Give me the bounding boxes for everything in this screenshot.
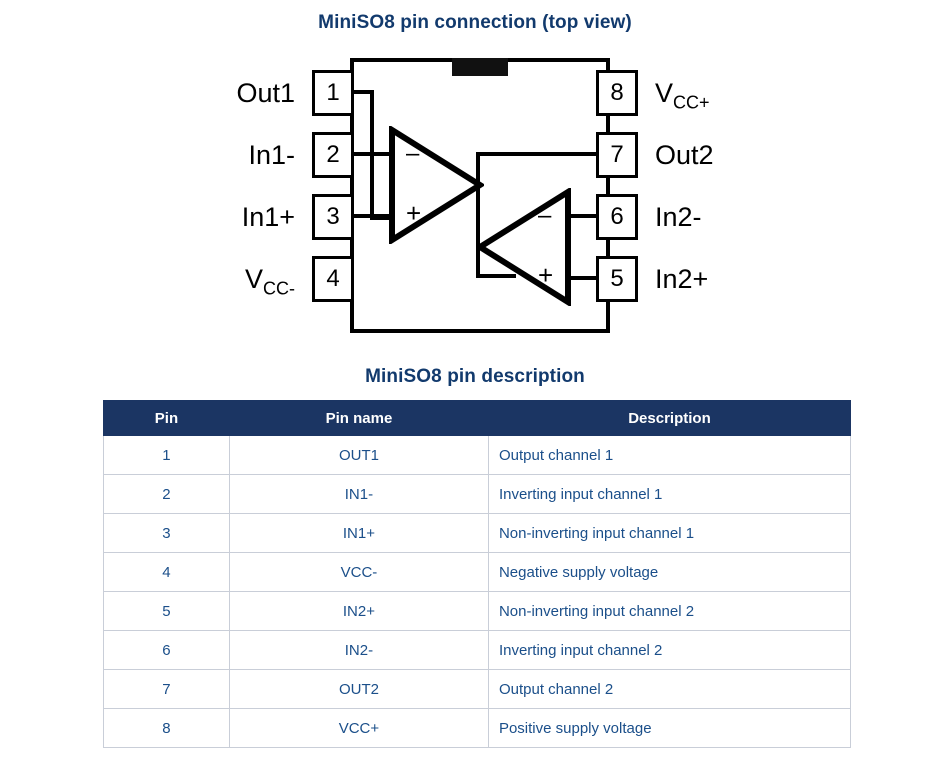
table-row: [104, 670, 851, 709]
pin-box-5: 5: [596, 256, 638, 302]
table-row: [104, 631, 851, 670]
package-polarity-notch: [452, 58, 508, 76]
pin-label-4-main: V: [244, 264, 263, 294]
cell-desc-1: Output channel 1: [488, 436, 850, 475]
pin-label-6: [655, 194, 702, 240]
cell-pin-2: 2: [104, 475, 230, 514]
pin-label-8: [655, 70, 710, 116]
table-row: [104, 475, 851, 514]
cell-desc-2: Inverting input channel 1: [488, 475, 850, 514]
opamp-symbol-channel-2: [476, 188, 572, 306]
cell-name-5: IN2+: [229, 592, 488, 631]
column-header-pin-name: Pin name: [229, 401, 488, 436]
pin-label-5: [655, 256, 708, 302]
pin-label-7: [655, 132, 714, 178]
cell-name-3: IN1+: [229, 514, 488, 553]
cell-desc-7: Output channel 2: [488, 670, 850, 709]
pin-label-7-main: Out2: [655, 140, 714, 170]
cell-name-2: IN1-: [229, 475, 488, 514]
cell-pin-8: 8: [104, 709, 230, 748]
pin-label-4-sub: CC-: [263, 278, 295, 299]
wire-out2-to-pin7: [476, 152, 610, 156]
pin-description-table: [103, 400, 851, 748]
opamp2-noninverting-sign: +: [538, 260, 554, 290]
cell-pin-5: 5: [104, 592, 230, 631]
pin-label-6-main: In2-: [655, 202, 702, 232]
pin-box-7: 7: [596, 132, 638, 178]
pin-box-2: 2: [312, 132, 354, 178]
cell-pin-1: 1: [104, 436, 230, 475]
cell-desc-4: Negative supply voltage: [488, 553, 850, 592]
table-row: [104, 553, 851, 592]
miniso8-package-diagram: [180, 48, 770, 348]
opamp1-noninverting-sign: +: [406, 198, 422, 228]
pin-label-4: [245, 256, 295, 302]
cell-pin-7: 7: [104, 670, 230, 709]
pin-box-4: 4: [312, 256, 354, 302]
table-header-row: [104, 401, 851, 436]
pin-box-8: 8: [596, 70, 638, 116]
pin-label-2: [248, 132, 295, 178]
pin-label-2-main: In1-: [248, 140, 295, 170]
pin-description-table-wrapper: [103, 400, 851, 748]
cell-pin-6: 6: [104, 631, 230, 670]
table-body: [104, 436, 851, 748]
opamp2-inverting-sign: –: [538, 202, 552, 229]
column-header-description: Description: [488, 401, 850, 436]
table-header: [104, 401, 851, 436]
wire-in1-plus: [350, 214, 390, 218]
pin-box-6: 6: [596, 194, 638, 240]
pin-description-table-title: MiniSO8 pin description: [365, 366, 585, 387]
opamp-symbol-channel-1: [388, 126, 484, 244]
cell-name-4: VCC-: [229, 553, 488, 592]
cell-desc-5: Non-inverting input channel 2: [488, 592, 850, 631]
cell-desc-3: Non-inverting input channel 1: [488, 514, 850, 553]
cell-name-1: OUT1: [229, 436, 488, 475]
pin-label-8-main: V: [655, 78, 674, 108]
cell-name-7: OUT2: [229, 670, 488, 709]
column-header-pin: Pin: [104, 401, 230, 436]
cell-name-8: VCC+: [229, 709, 488, 748]
pin-label-3-main: In1+: [241, 202, 295, 232]
cell-desc-8: Positive supply voltage: [488, 709, 850, 748]
pinout-figure-title: MiniSO8 pin connection (top view): [318, 12, 632, 33]
opamp1-inverting-sign: –: [406, 140, 420, 167]
table-row: [104, 592, 851, 631]
pin-label-8-sub: CC+: [673, 92, 710, 113]
pin-label-1: [236, 70, 295, 116]
table-row: [104, 436, 851, 475]
cell-name-6: IN2-: [229, 631, 488, 670]
cell-pin-3: 3: [104, 514, 230, 553]
wire-in1-minus: [350, 152, 390, 156]
pin-label-1-main: Out1: [236, 78, 295, 108]
table-row: [104, 709, 851, 748]
cell-desc-6: Inverting input channel 2: [488, 631, 850, 670]
pin-box-1: 1: [312, 70, 354, 116]
table-row: [104, 514, 851, 553]
pin-label-5-main: In2+: [655, 264, 709, 294]
cell-pin-4: 4: [104, 553, 230, 592]
pin-label-3: [242, 194, 295, 240]
pin-box-3: 3: [312, 194, 354, 240]
